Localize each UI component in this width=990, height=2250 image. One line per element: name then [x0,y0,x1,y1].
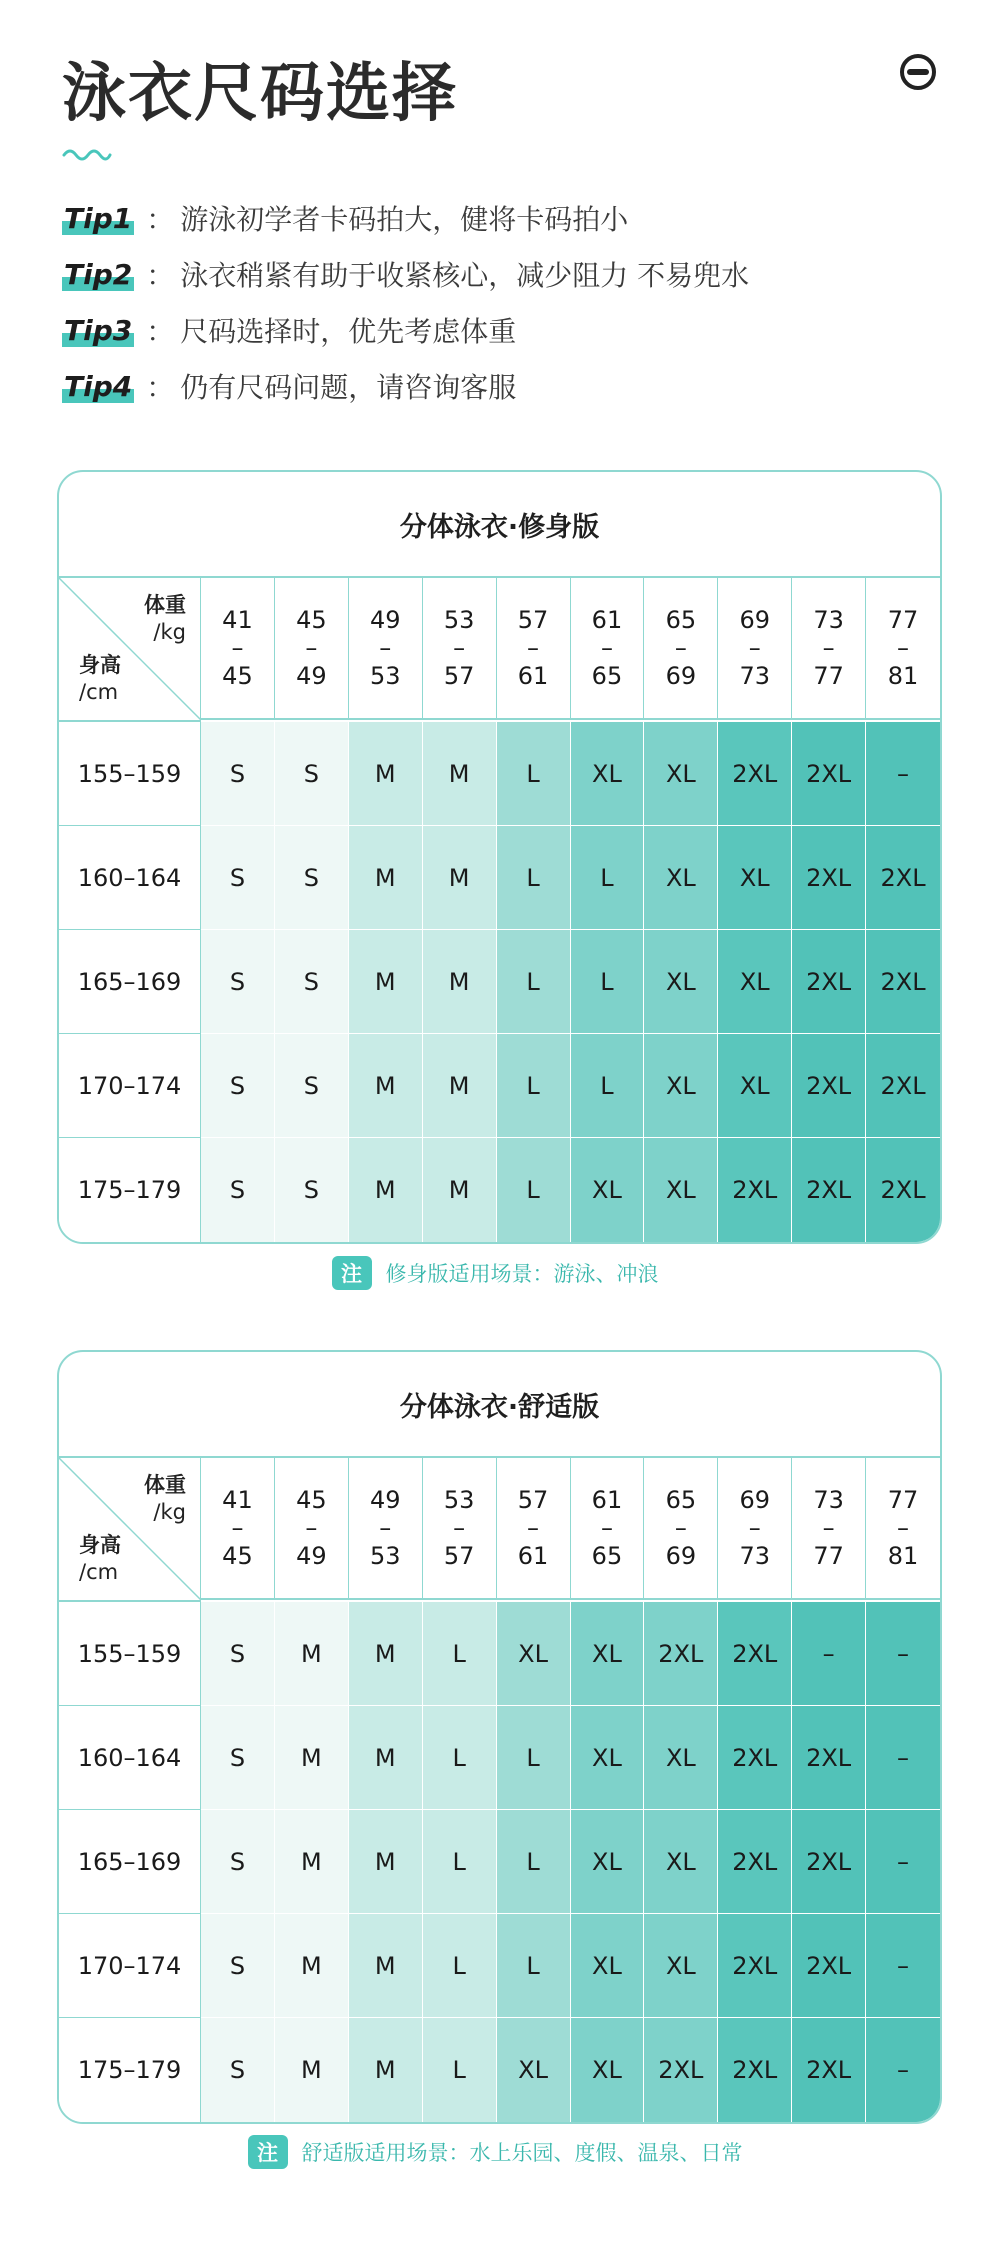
size-cell: S [201,1034,275,1138]
weight-range-header [644,1458,718,1600]
weight-range-part: 53 [443,606,475,634]
size-cell: – [866,1914,940,2018]
size-cell: XL [644,1914,718,2018]
size-cell: XL [718,930,792,1034]
chart-title: 分体泳衣·舒适版 [59,1352,940,1458]
weight-unit: /kg [153,620,186,644]
size-cell: M [349,1914,423,2018]
size-cell: L [423,1914,497,2018]
weight-range-header [792,578,866,720]
size-cell: XL [571,1914,645,2018]
note-badge: 注 [248,2135,288,2169]
size-cell: S [201,2018,275,2122]
size-grid [59,578,940,1242]
size-cell: 2XL [792,930,866,1034]
tip-text: 游泳初学者卡码拍大，健将卡码拍小 [180,203,629,236]
weight-range-part: 49 [369,606,401,634]
size-cell: XL [571,722,645,826]
weight-range-part: 69 [665,1542,697,1570]
weight-range-header [718,578,792,720]
size-cell: 2XL [718,1602,792,1706]
size-cell: L [497,1706,571,1810]
weight-range-part: – [748,1514,761,1542]
height-unit: /cm [79,680,119,704]
weight-range-header [423,578,497,720]
weight-range-part: 77 [813,1542,844,1570]
weight-range-part: – [600,634,613,662]
weight-range-part: 57 [443,1542,475,1570]
weight-range-part: 53 [369,662,401,690]
size-cell: M [423,1138,497,1242]
size-cell: M [349,930,423,1034]
weight-range-part: – [674,1514,687,1542]
size-cell: S [275,722,349,826]
size-cell: XL [497,2018,571,2122]
size-cell: 2XL [718,1914,792,2018]
weight-range-header [866,578,940,720]
note-text: 舒适版适用场景：水上乐园、度假、温泉、日常 [301,2141,743,2165]
size-cell: XL [497,1602,571,1706]
size-cell: M [275,1602,349,1706]
size-cell: L [571,930,645,1034]
height-range-label: 155–159 [59,1602,201,1706]
size-cell: XL [571,1602,645,1706]
swim-goggles-icon [898,52,938,92]
height-header [79,1532,121,1586]
size-cell: 2XL [866,826,940,930]
tip-colon: ： [146,315,175,348]
tip-text: 泳衣稍紧有助于收紧核心，减少阻力 不易兜水 [180,259,750,292]
size-cell: S [201,1914,275,2018]
tips-list [62,190,749,414]
size-cell: 2XL [792,1914,866,2018]
size-cell: – [866,1810,940,1914]
size-cell: M [423,1034,497,1138]
weight-range-part: 73 [739,1542,771,1570]
weight-range-part: – [822,634,835,662]
weight-range-part: – [748,634,761,662]
weight-range-part: 53 [443,1486,475,1514]
size-cell: 2XL [718,1706,792,1810]
weight-range-part: 45 [296,1486,327,1514]
size-cell: M [349,826,423,930]
size-cell: 2XL [718,722,792,826]
weight-range-part: 73 [739,662,771,690]
weight-range-part: 77 [887,606,919,634]
corner-header [59,1458,201,1602]
weight-range-part: – [379,1514,392,1542]
height-range-label: 155–159 [59,722,201,826]
weight-range-part: 57 [443,662,475,690]
size-chart-slim-fit [57,470,942,1244]
weight-range-part: 77 [887,1486,919,1514]
size-cell: 2XL [792,1706,866,1810]
height-label: 身高 [79,653,121,677]
height-unit: /cm [79,1560,119,1584]
size-cell: S [275,826,349,930]
weight-range-part: – [600,1514,613,1542]
weight-range-part: 57 [517,606,549,634]
weight-range-header [423,1458,497,1600]
weight-range-part: – [231,634,244,662]
size-cell: XL [644,1810,718,1914]
size-cell: XL [644,826,718,930]
size-cell: S [201,1706,275,1810]
size-cell: XL [571,1810,645,1914]
height-range-label: 175–179 [59,1138,201,1242]
page-title: 泳衣尺码选择 [62,57,458,131]
tip-colon: ： [146,259,175,292]
tip-text: 尺码选择时，优先考虑体重 [180,315,517,348]
size-cell: 2XL [792,722,866,826]
weight-label: 体重 [144,593,186,617]
size-cell: L [497,722,571,826]
size-cell: L [423,1706,497,1810]
weight-range-part: – [897,1514,910,1542]
weight-range-part: 81 [887,662,919,690]
tip-text: 仍有尺码问题，请咨询客服 [180,371,517,404]
size-grid [59,1458,940,2122]
size-cell: XL [718,826,792,930]
chart-title: 分体泳衣·修身版 [59,472,940,578]
weight-range-part: 61 [591,1486,623,1514]
weight-range-header [497,1458,571,1600]
chart-note [0,1256,990,1290]
weight-range-part: 41 [222,606,253,634]
weight-header [144,1472,186,1526]
size-cell: L [423,1602,497,1706]
weight-range-part: 45 [222,662,253,690]
size-cell: L [497,1914,571,2018]
weight-header [144,592,186,646]
size-cell: M [349,722,423,826]
size-cell: S [201,1810,275,1914]
size-cell: 2XL [718,1138,792,1242]
size-cell: – [866,722,940,826]
size-cell: 2XL [792,1034,866,1138]
height-label: 身高 [79,1533,121,1557]
weight-range-header [201,578,275,720]
note-text: 修身版适用场景：游泳、冲浪 [385,1262,659,1286]
weight-range-part: – [305,634,318,662]
tip-key: Tip4 [64,369,133,403]
weight-range-part: – [674,634,687,662]
weight-range-part: 61 [517,1542,549,1570]
size-cell: – [866,2018,940,2122]
weight-range-part: – [822,1514,835,1542]
weight-range-part: 81 [887,1542,919,1570]
size-cell: M [349,1602,423,1706]
size-cell: S [275,1034,349,1138]
height-header [79,652,121,706]
size-cell: M [423,930,497,1034]
weight-label: 体重 [144,1473,186,1497]
weight-range-header [349,1458,423,1600]
size-cell: XL [571,1138,645,1242]
tip-key: Tip2 [64,257,133,291]
weight-range-part: 45 [222,1542,253,1570]
size-cell: M [349,1706,423,1810]
size-cell: S [201,1602,275,1706]
size-cell: M [275,1810,349,1914]
size-cell: XL [571,2018,645,2122]
size-cell: L [497,1810,571,1914]
size-cell: S [201,826,275,930]
weight-range-part: 49 [296,662,327,690]
weight-range-part: – [231,1514,244,1542]
size-cell: M [349,2018,423,2122]
tip-colon: ： [146,203,175,236]
weight-range-part: – [453,1514,466,1542]
size-cell: 2XL [866,1138,940,1242]
size-cell: – [792,1602,866,1706]
weight-range-header [644,578,718,720]
height-range-label: 160–164 [59,826,201,930]
weight-range-part: 53 [369,1542,401,1570]
size-cell: S [275,930,349,1034]
chart-note [0,2135,990,2169]
weight-range-part: 65 [591,662,623,690]
size-cell: XL [644,930,718,1034]
size-cell: XL [644,1034,718,1138]
weight-range-header [275,1458,349,1600]
size-cell: 2XL [866,930,940,1034]
weight-range-part: – [527,634,540,662]
size-cell: L [497,1138,571,1242]
size-cell: M [275,2018,349,2122]
size-cell: 2XL [792,826,866,930]
size-cell: XL [718,1034,792,1138]
height-range-label: 170–174 [59,1914,201,2018]
weight-range-header [571,578,645,720]
size-cell: XL [644,1138,718,1242]
height-range-label: 165–169 [59,1810,201,1914]
size-cell: 2XL [644,1602,718,1706]
tip-key: Tip1 [64,201,133,235]
weight-range-part: 65 [591,1542,623,1570]
weight-range-part: 73 [813,1486,844,1514]
weight-range-part: 69 [665,662,697,690]
tip-key: Tip3 [64,313,133,347]
size-cell: L [423,1810,497,1914]
corner-header [59,578,201,722]
size-cell: M [349,1810,423,1914]
weight-range-part: 49 [369,1486,401,1514]
size-cell: S [201,722,275,826]
weight-range-part: 65 [665,1486,697,1514]
tip-item [62,246,749,302]
size-chart-comfort-fit [57,1350,942,2124]
height-range-label: 165–169 [59,930,201,1034]
wave-divider-icon [62,145,112,161]
size-cell: 2XL [718,2018,792,2122]
weight-range-part: – [379,634,392,662]
weight-range-part: 61 [517,662,549,690]
weight-range-header [497,578,571,720]
size-cell: XL [644,1706,718,1810]
size-cell: 2XL [792,1138,866,1242]
weight-range-header [792,1458,866,1600]
weight-range-part: 57 [517,1486,549,1514]
weight-range-header [866,1458,940,1600]
size-cell: L [497,826,571,930]
size-cell: 2XL [792,2018,866,2122]
weight-range-part: 49 [296,1542,327,1570]
weight-range-part: 65 [665,606,697,634]
size-cell: L [497,930,571,1034]
size-cell: S [201,1138,275,1242]
tip-item [62,302,749,358]
weight-range-part: – [527,1514,540,1542]
size-cell: L [571,1034,645,1138]
weight-range-part: 69 [739,1486,771,1514]
size-cell: – [866,1706,940,1810]
weight-range-part: 73 [813,606,844,634]
size-cell: M [423,722,497,826]
weight-unit: /kg [153,1500,186,1524]
size-cell: 2XL [792,1810,866,1914]
tip-item [62,358,749,414]
size-cell: M [349,1138,423,1242]
weight-range-part: – [305,1514,318,1542]
weight-range-part: 41 [222,1486,253,1514]
weight-range-header [349,578,423,720]
weight-range-part: 61 [591,606,623,634]
height-range-label: 170–174 [59,1034,201,1138]
weight-range-part: 45 [296,606,327,634]
size-cell: – [866,1602,940,1706]
size-cell: L [571,826,645,930]
size-cell: 2XL [718,1810,792,1914]
size-cell: XL [644,722,718,826]
size-cell: S [275,1138,349,1242]
height-range-label: 160–164 [59,1706,201,1810]
weight-range-part: – [897,634,910,662]
size-cell: L [497,1034,571,1138]
size-cell: M [349,1034,423,1138]
weight-range-part: – [453,634,466,662]
size-cell: 2XL [866,1034,940,1138]
note-badge: 注 [332,1256,372,1290]
weight-range-header [571,1458,645,1600]
weight-range-header [718,1458,792,1600]
weight-range-header [275,578,349,720]
size-cell: 2XL [644,2018,718,2122]
weight-range-part: 69 [739,606,771,634]
tip-item [62,190,749,246]
size-cell: M [275,1914,349,2018]
size-cell: L [423,2018,497,2122]
size-cell: M [423,826,497,930]
tip-colon: ： [146,371,175,404]
size-cell: XL [571,1706,645,1810]
height-range-label: 175–179 [59,2018,201,2122]
weight-range-header [201,1458,275,1600]
weight-range-part: 77 [813,662,844,690]
size-cell: M [275,1706,349,1810]
size-cell: S [201,930,275,1034]
